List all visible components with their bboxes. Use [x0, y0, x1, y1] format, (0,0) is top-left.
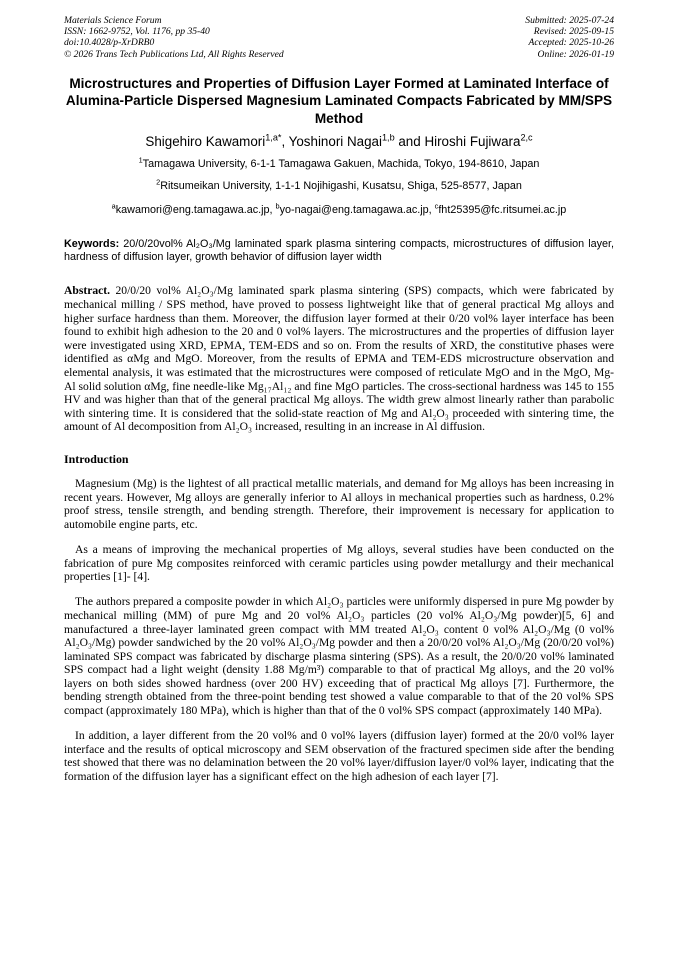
- affiliation-sup: 1: [138, 155, 143, 165]
- intro-paragraph: As a means of improving the mechanical properties of Mg alloys, several studies have been conducted on the fabrication of pure Mg composites reinforced with ceramic particles using powder metallurgy and their mechanical properties [1]- [4].: [64, 542, 614, 584]
- author-emails: [64, 201, 614, 217]
- author-sep: and: [394, 134, 425, 150]
- author-name: Hiroshi Fujiwara: [424, 134, 521, 150]
- date-revised: Revised: 2025-09-15: [533, 26, 614, 38]
- journal-issn: ISSN: 1662-9752, Vol. 1176, pp 35-40: [64, 26, 210, 38]
- keywords: [64, 238, 614, 264]
- author-sup: 1,a*: [265, 132, 282, 143]
- journal-copyright: © 2026 Trans Tech Publications Ltd, All Rights Reserved: [64, 48, 284, 60]
- author-sup: 1,b: [381, 132, 395, 143]
- journal-doi: doi:10.4028/p-XrDRB0: [64, 37, 155, 49]
- author-sep: ,: [281, 134, 289, 150]
- email-text: yo-nagai@eng.tamagawa.ac.jp,: [279, 204, 435, 217]
- publication-dates: [525, 15, 614, 60]
- affiliation: [64, 155, 614, 171]
- author-sup: 2,c: [520, 132, 533, 143]
- paper-title: Microstructures and Properties of Diffusion Layer Formed at Laminated Interface of Alumina-Particle Dispersed Magnesium Laminated Compacts Fabricated by MM/SPS Method: [65, 75, 613, 126]
- intro-paragraph: In addition, a layer different from the 20 vol% and 0 vol% layers (diffusion layer) formed at the 20/0 vol% layer interface and the results of optical microscopy and SEM observation of the fractured specimen side after the bending test showed that there was no delamination between the 20 vol% layer/diffusion layer/0 vol% layer, indicating that the formation of the diffusion layer has a significant effect on the high adhesion of each layer [7].: [64, 729, 614, 784]
- keywords-text: 20/0/20vol% Al₂O₃/Mg laminated spark plasma sintering compacts, microstructures of diffusion layer, hardness of diffusion layer, growth behavior of diffusion layer width: [64, 238, 615, 264]
- date-online: Online: 2026-01-19: [537, 48, 614, 60]
- date-accepted: Accepted: 2025-10-26: [528, 37, 614, 49]
- abstract-label: Abstract.: [64, 284, 111, 298]
- journal-header: [64, 15, 614, 60]
- email-sup: a: [111, 201, 116, 211]
- section-heading: Introduction: [64, 451, 129, 466]
- abstract-text: 20/0/20 vol% Al₂O₃/Mg laminated spark plasma sintering (SPS) compacts, which were fabricated by mechanical milling / SPS method, have proved to possess lightweight like that of general practical Mg alloys and higher surface hardness than them. Moreover, the diffusion layer formed at their 0/20 vol% layer interface has been found to exhibit high adhesion to the 20 and 0 vol% layers. The microstructures and the properties of diffusion layer were investigated using XRD, EPMA, TEM-EDS and so on. From the results of XRD, the constitutive phases were identified as αMg and MgO. Moreover, from the results of EPMA and TEM-EDS microstructure observation and elemental analysis, it was estimated that the microstructures were composed of reticulate MgO and in the MgO, Mg-Al solid solution αMg, fine needle-like Mg₁₇Al₁₂ and fine MgO particles. The cross-sectional hardness was 145 to 155 HV and was higher than that of the general practical Mg alloys. The width grew almost linearly rather than parabolic with sintering time. It is considered that the solid-state reaction of Mg and Al₂O₃ proceeded with sintering time, the amount of Al decomposition from Al₂O₃ increased, resulting in an increase in Al diffusion.: [64, 284, 614, 434]
- date-submitted: Submitted: 2025-07-24: [525, 15, 614, 26]
- journal-name: Materials Science Forum: [64, 15, 162, 26]
- author-list: [64, 133, 614, 150]
- affiliation-sup: 2: [156, 177, 161, 187]
- abstract: [64, 284, 614, 434]
- email-sup: b: [275, 201, 280, 211]
- email-text: kawamori@eng.tamagawa.ac.jp,: [115, 204, 276, 217]
- author-name: Yoshinori Nagai: [288, 134, 382, 150]
- affiliation-text: Tamagawa University, 6-1-1 Tamagawa Gakuen, Machida, Tokyo, 194-8610, Japan: [142, 158, 540, 171]
- affiliation: [64, 177, 614, 193]
- intro-paragraph: Magnesium (Mg) is the lightest of all practical metallic materials, and demand for Mg alloys has been increasing in recent years. However, Mg alloys are generally inferior to Al alloys in mechanical properties such as hardness, 0.2% proof stress, tensile strength, and bending strength. Therefore, their improvement is necessary for application to automobile engine parts, etc.: [64, 476, 614, 531]
- author-name: Shigehiro Kawamori: [145, 134, 266, 150]
- email-text: fht25395@fc.ritsumei.ac.jp: [438, 204, 567, 217]
- keywords-label: Keywords:: [64, 238, 120, 251]
- affiliation-text: Ritsumeikan University, 1-1-1 Nojihigashi, Kusatsu, Shiga, 525-8577, Japan: [160, 180, 522, 193]
- email-sup: c: [434, 201, 439, 211]
- intro-paragraph: The authors prepared a composite powder in which Al₂O₃ particles were uniformly dispersed in pure Mg powder by mechanical milling (MM) of pure Mg and 20 vol% Al₂O₃ particles (20 vol% Al₂O₃/Mg powder)[5, 6] and manufactured a three-layer laminated green compact with MM treated Al₂O₃ content 0 vol% Al₂O₃/Mg (0 vol% Al₂O₃/Mg) powder sandwiched by the 20 vol% Al₂O₃/Mg powder and then a 20/0/20 vol% Al₂O₃/Mg (20/0/20 vol%) laminated SPS compact was fabricated by discharge plasma sintering (SPS). As a result, the 20/0/20 vol% laminated SPS compact had a light weight (density 1.88 Mg/m³) comparable to that of practical Mg alloys, and the 20 vol% layers on both sides showed hardness (over 200 HV) exceeding that of practical Mg alloys [7]. Furthermore, the bending strength obtained from the three-point bending test showed a value comparable to that of the 20 vol% SPS compact (approximately 180 MPa), which is higher than that of the 0 vol% SPS compact (approximately 140 MPa).: [64, 595, 614, 718]
- journal-info: [64, 15, 284, 60]
